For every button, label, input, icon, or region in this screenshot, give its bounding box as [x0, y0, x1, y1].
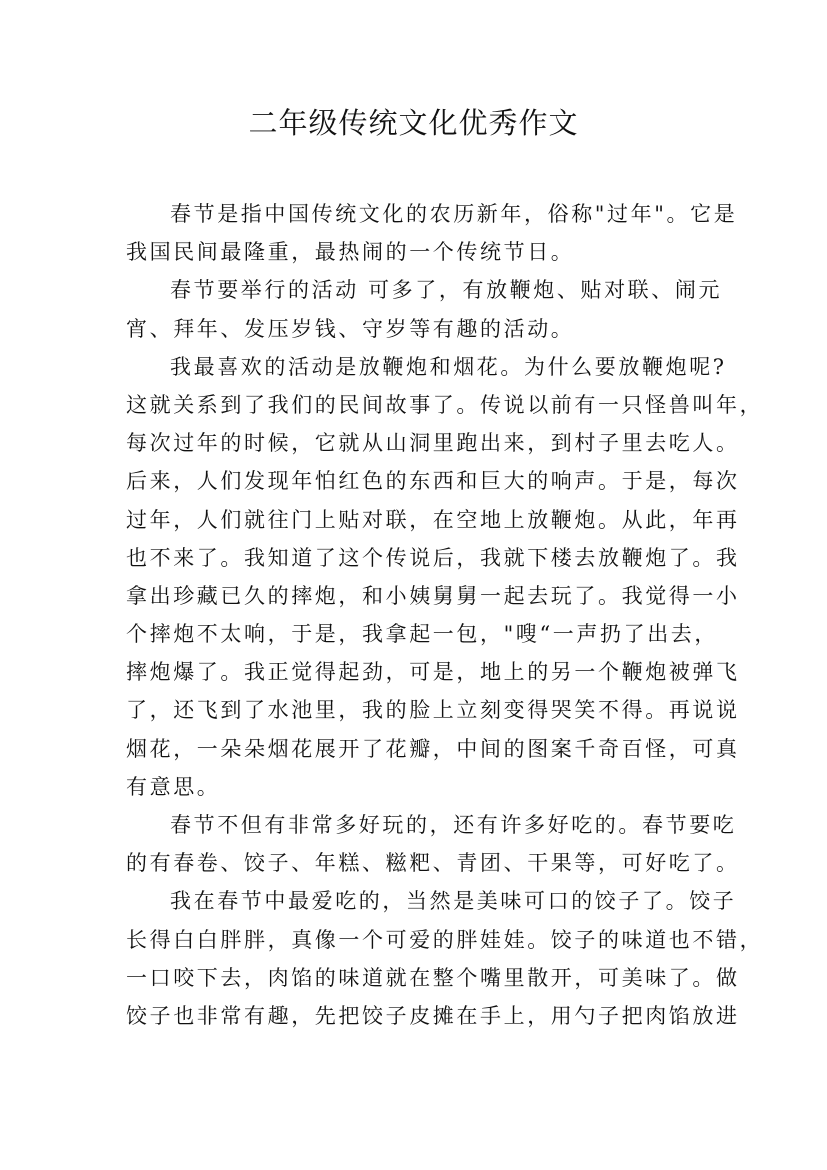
- text-line-22: 饺子也非常有趣，先把饺子皮摊在手上，用勺子把肉馅放进: [126, 1003, 740, 1028]
- text-line-5: 我最喜欢的活动是放鞭炮和烟花。为什么要放鞭炮呢?: [170, 354, 727, 379]
- text-line-9: 过年，人们就往门上贴对联，在空地上放鞭炮。从此，年再: [126, 507, 740, 532]
- text-line-18: 的有春卷、饺子、年糕、糍粑、青团、干果等，可好吃了。: [126, 851, 740, 876]
- text-line-3: 春节要举行的活动 可多了，有放鞭炮、贴对联、闹元: [170, 278, 723, 303]
- text-line-1: 春节是指中国传统文化的农历新年，俗称"过年"。它是: [170, 202, 738, 226]
- text-line-15: 烟花，一朵朵烟花展开了花瓣，中间的图案千奇百怪，可真: [126, 736, 740, 761]
- text-line-6: 这就关系到了我们的民间故事了。传说以前有一只怪兽叫年，: [126, 392, 764, 417]
- text-line-4: 宵、拜年、发压岁钱、守岁等有趣的活动。: [126, 316, 575, 341]
- text-line-16: 有意思。: [126, 774, 221, 799]
- text-line-7: 每次过年的时候，它就从山洞里跑出来，到村子里去吃人。: [126, 431, 740, 456]
- document-title: 二年级传统文化优秀作文: [248, 106, 579, 140]
- text-line-11: 拿出珍藏已久的摔炮，和小姨舅舅一起去玩了。我觉得一小: [126, 583, 740, 608]
- document-body: [126, 195, 764, 1035]
- text-line-2: 我国民间最隆重，最热闹的一个传统节日。: [126, 240, 575, 265]
- text-line-19: 我在春节中最爱吃的，当然是美味可口的饺子了。饺子: [170, 889, 737, 914]
- text-line-13: 摔炮爆了。我正觉得起劲，可是，地上的另一个鞭炮被弹飞: [126, 660, 740, 685]
- text-line-21: 一口咬下去，肉馅的味道就在整个嘴里散开，可美味了。做: [126, 965, 740, 990]
- text-line-8: 后来，人们发现年怕红色的东西和巨大的响声。于是，每次: [126, 469, 740, 494]
- text-line-10: 也不来了。我知道了这个传说后，我就下楼去放鞭炮了。我: [126, 545, 740, 570]
- text-line-17: 春节不但有非常多好玩的，还有许多好吃的。春节要吃: [170, 813, 737, 837]
- text-line-14: 了，还飞到了水池里，我的脸上立刻变得哭笑不得。再说说: [126, 698, 740, 723]
- text-line-20: 长得白白胖胖，真像一个可爱的胖娃娃。饺子的味道也不错，: [126, 927, 764, 952]
- text-line-12: 个摔炮不太响，于是，我拿起一包，"嗖“一声扔了出去，: [126, 622, 718, 647]
